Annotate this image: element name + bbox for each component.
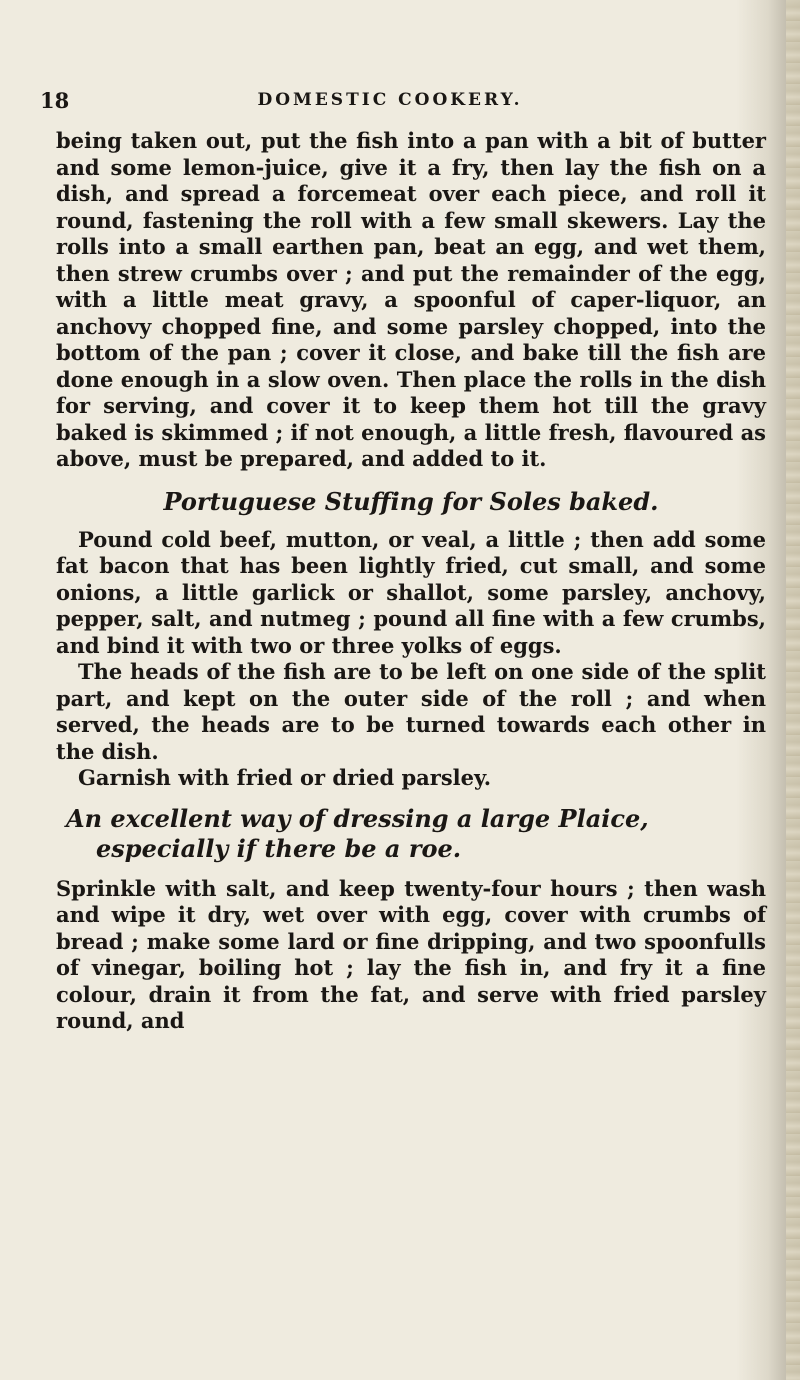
body-text xyxy=(56,128,766,1035)
paragraph-fish-heads: The heads of the fish are to be left on one side of the split part, and kept on the outer side of the roll ; and when served, the heads are to be turned towards each other in the dish. xyxy=(56,659,766,764)
heading-plaice-line-2: especially if there be a roe. xyxy=(96,833,462,863)
page-header xyxy=(40,88,740,118)
running-head: DOMESTIC COOKERY. xyxy=(257,90,523,110)
paragraph-plaice-recipe: Sprinkle with salt, and keep twenty-four hours ; then wash and wipe it dry, wet over with egg, cover with crumbs of bread ; make some lard or fine dripping, and two spoonfulls of vinegar, boiling hot ; lay the fish in, and fry it a fine colour, drain it from the fat, and serve with fried parsley round, and xyxy=(56,875,766,1033)
paragraph-continued-recipe: being taken out, put the fish into a pan with a bit of butter and some lemon-juice, give it a fry, then lay the fish on a dish, and spread a forcemeat over each piece, and roll it round, fastening the roll with a few small skewers. Lay the rolls into a small earthen pan, beat an egg, and wet them, then strew crumbs over ; and put the remainder of the egg, with a little meat gravy, a spoonful of caper-liquor, an anchovy chopped fine, and some parsley chopped, into the bottom of the pan ; cover it close, and bake till the fish are done enough in a slow oven. Then place the rolls in the dish for serving, and cover it to keep them hot till the gravy baked is skimmed ; if not enough, a little fresh, flavoured as above, must be prepared, and added to it. xyxy=(56,128,766,471)
paragraph-stuffing-recipe: Pound cold beef, mutton, or veal, a little ; then add some fat bacon that has been lightly fried, cut small, and some onions, a little garlick or shallot, some parsley, anchovy, pepper, salt, and nutmeg ; pound all fine with a few crumbs, and bind it with two or three yolks of eggs. xyxy=(56,526,766,658)
page-edge-shadow xyxy=(786,0,800,1380)
heading-portuguese-stuffing: Portuguese Stuffing for Soles baked. xyxy=(163,486,659,516)
page-number: 18 xyxy=(40,88,70,113)
heading-plaice-line-1: An excellent way of dressing a large Plaice, xyxy=(66,803,649,833)
heading-plaice xyxy=(56,804,766,864)
paragraph-garnish: Garnish with fried or dried parsley. xyxy=(78,765,492,790)
